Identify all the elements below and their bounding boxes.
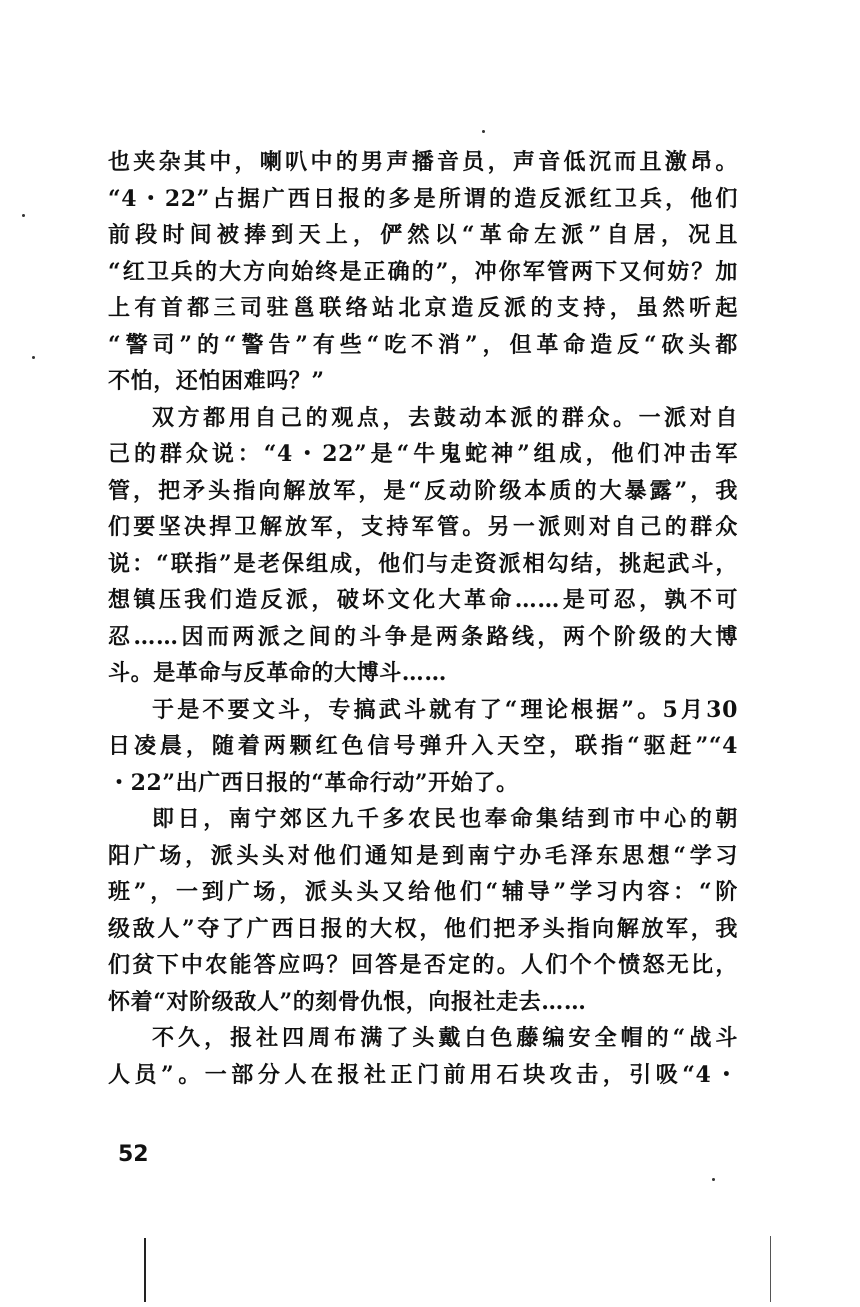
- text-line: 们要坚决捍卫解放军，支持军管。另一派则对自己的群众: [108, 514, 738, 540]
- text-line: 班”，一到广场，派头头又给他们“辅导”学习内容：“阶: [108, 879, 738, 905]
- scan-speck: [712, 1178, 715, 1181]
- text-line: “警司”的“警告”有些“吃不消”，但革命造反“砍头都: [108, 331, 738, 358]
- text-line: 忍……因而两派之间的斗争是两条路线，两个阶级的大博: [108, 623, 738, 650]
- text-line: 上有首都三司驻邕联络站北京造反派的支持，虽然听起: [108, 295, 738, 321]
- text-line: “4・22”占据广西日报的多是所谓的造反派红卫兵，他们: [108, 185, 738, 212]
- text-line: 人员”。一部分人在报社正门前用石块攻击，引吸“4・: [108, 1061, 738, 1088]
- text-line: 前段时间被捧到天上，俨然以“革命左派”自居，况且: [108, 222, 738, 248]
- text-line: 怀着“对阶级敌人”的刻骨仇恨，向报社走去……: [108, 988, 587, 1015]
- text-line: 也夹杂其中，喇叭中的男声播音员，声音低沉而且激昂。: [108, 149, 738, 175]
- page-number: 52: [118, 1142, 149, 1167]
- text-line: 于是不要文斗，专搞武斗就有了“理论根据”。5月30: [152, 696, 738, 723]
- text-line: 们贫下中农能答应吗？回答是否定的。人们个个愤怒无比，: [108, 952, 738, 978]
- text-line: ・22”出广西日报的“革命行动”开始了。: [108, 769, 519, 796]
- text-line: 想镇压我们造反派，破坏文化大革命……是可忍，孰不可: [108, 587, 738, 613]
- text-line: 说：“联指”是老保组成，他们与走资派相勾结，挑起武斗，: [108, 550, 738, 577]
- text-line: 阳广场，派头头对他们通知是到南宁办毛泽东思想“学习: [108, 842, 738, 869]
- scan-speck: [482, 130, 485, 133]
- text-line: 不久，报社四周布满了头戴白色藤编安全帽的“战斗: [152, 1025, 738, 1051]
- text-line: 即日，南宁郊区九千多农民也奉命集结到市中心的朝: [152, 806, 738, 832]
- text-line: 斗。是革命与反革命的大博斗……: [108, 660, 448, 686]
- scan-edge-line: [770, 1236, 771, 1302]
- scan-speck: [22, 214, 25, 217]
- text-line: 日凌晨，随着两颗红色信号弹升入天空，联指“驱赶”“4: [108, 733, 738, 759]
- scan-edge-line: [144, 1238, 146, 1302]
- text-line: 管，把矛头指向解放军，是“反动阶级本质的大暴露”，我: [108, 477, 738, 504]
- text-line: 级敌人”夺了广西日报的大权，他们把矛头指向解放军，我: [108, 915, 738, 942]
- text-line: 己的群众说：“4・22”是“牛鬼蛇神”组成，他们冲击军: [108, 441, 738, 467]
- text-line: 不怕，还怕困难吗？”: [108, 368, 325, 394]
- text-line: 双方都用自己的观点，去鼓动本派的群众。一派对自: [152, 404, 738, 431]
- scan-speck: [32, 356, 35, 359]
- text-line: “红卫兵的大方向始终是正确的”，冲你军管两下又何妨？加: [108, 258, 738, 285]
- body-text: [108, 144, 738, 1093]
